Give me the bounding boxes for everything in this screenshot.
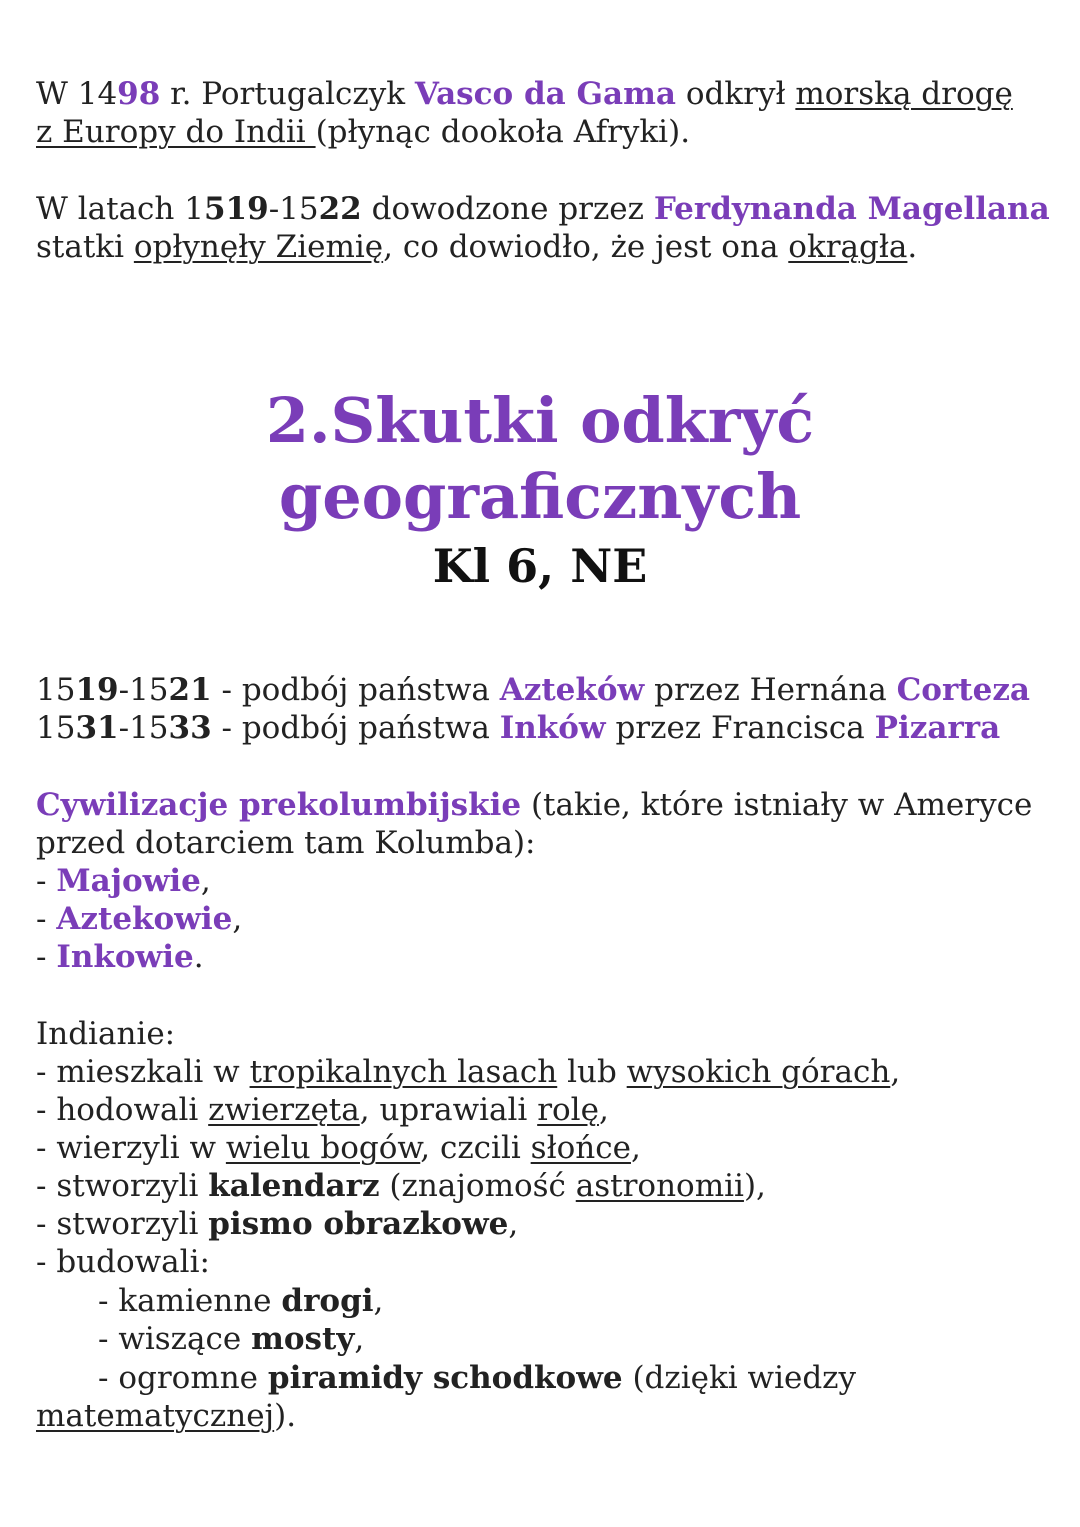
underlined-term: opłynęły Ziemię [133,229,384,265]
underlined-term: wysokich górach [626,1054,891,1090]
text: - kamienne [98,1283,282,1319]
text: . [907,229,918,265]
indians-line-10 [36,1397,296,1435]
punctuation: , [373,1283,384,1319]
text: - stworzyli [36,1168,209,1204]
indians-line-2 [36,1091,609,1129]
term-highlight: Cywilizacje prekolumbijskie [36,787,522,823]
bullet-dash: - [36,901,57,937]
underlined-term: wielu bogów [225,1130,421,1166]
text: W 14 [36,76,118,112]
civilizations-line-1 [36,786,1032,824]
text: - stworzyli [36,1206,209,1242]
indians-line-5 [36,1205,518,1243]
year-bold: 519 [203,191,269,227]
year-bold: 19 [75,672,119,708]
underlined-term: słońce [530,1130,631,1166]
text: (takie, które istniały w Ameryce [521,787,1033,823]
text: przez Francisca [605,710,875,746]
underlined-term: zwierzęta [208,1092,360,1128]
indians-subitem-2 [98,1320,364,1358]
text: - podbój państwa [211,710,500,746]
text: (płynąc dookoła Afryki). [315,114,691,150]
civilizations-line-2: przed dotarciem tam Kolumba): [36,825,536,861]
text: - wiszące [98,1321,252,1357]
underlined-term: rolę [537,1092,599,1128]
indians-header: Indianie: [36,1016,176,1052]
section-title-line-1: 2.Skutki odkryć [265,384,815,457]
bullet-dash: - [36,939,57,975]
list-item [36,938,204,976]
bold-term: pismo obrazkowe [208,1206,509,1242]
civilization-name: Azteków [499,672,645,708]
text: statki [36,229,134,265]
indians-line-4 [36,1167,766,1205]
text: -15 [118,672,169,708]
intro-line-3 [36,190,1050,228]
civilization-name: Inków [499,710,606,746]
section-title-line-2: geograficznych [278,460,802,533]
text: (znajomość [379,1168,576,1204]
text: - hodowali [36,1092,209,1128]
text: - podbój państwa [211,672,500,708]
punctuation: ). [274,1398,297,1434]
text: odkrył [675,76,796,112]
section-subtitle: Kl 6, NE [432,539,648,593]
year-bold: 33 [168,710,212,746]
underlined-term: morską drogę [795,76,1013,112]
indians-line-6: - budowali: [36,1244,210,1280]
text: , czcili [420,1130,531,1166]
text: (dzięki wiedzy [622,1360,857,1396]
year-bold: 21 [168,672,212,708]
conquest-line-2 [36,709,1000,747]
bold-term: mosty [251,1321,355,1357]
punctuation: , [200,863,211,899]
bold-term: piramidy schodkowe [267,1360,623,1396]
punctuation: , [508,1206,519,1242]
text: -15 [118,710,169,746]
indians-subitem-1 [98,1282,383,1320]
underlined-term: tropikalnych lasach [249,1054,558,1090]
list-item [36,900,242,938]
underlined-term: astronomii [575,1168,744,1204]
conquest-line-1 [36,671,1030,709]
punctuation: , [232,901,243,937]
person-name: Corteza [896,672,1031,708]
punctuation: , [354,1321,365,1357]
bold-term: drogi [281,1283,374,1319]
text: 15 [36,710,76,746]
text: W latach 1 [36,191,204,227]
text: lub [557,1054,627,1090]
civilization-name: Aztekowie [56,901,233,937]
punctuation: ), [743,1168,766,1204]
year-highlight: 98 [117,76,161,112]
underlined-term: okrągła [788,229,908,265]
text: -15 [268,191,319,227]
text: r. Portugalczyk [160,76,415,112]
text: - ogromne [98,1360,268,1396]
civilization-name: Majowie [56,863,201,899]
intro-line-1 [36,75,1013,113]
intro-line-2 [36,113,690,151]
intro-line-4 [36,228,917,266]
person-name: Pizarra [874,710,1001,746]
text: , uprawiali [359,1092,538,1128]
year-bold: 22 [318,191,362,227]
underlined-term: matematycznej [36,1398,275,1434]
indians-line-1 [36,1053,900,1091]
year-bold: 31 [75,710,119,746]
bullet-dash: - [36,863,57,899]
text: 15 [36,672,76,708]
indians-line-3 [36,1129,641,1167]
person-name: Ferdynanda Magellana [653,191,1050,227]
indians-subitem-3 [98,1359,856,1397]
text: przez Hernána [644,672,897,708]
list-item [36,862,211,900]
punctuation: , [890,1054,901,1090]
punctuation: . [193,939,204,975]
text: , co dowiodło, że jest ona [383,229,789,265]
punctuation: , [598,1092,609,1128]
bold-term: kalendarz [208,1168,380,1204]
person-name: Vasco da Gama [414,76,676,112]
punctuation: , [630,1130,641,1166]
text: - mieszkali w [36,1054,250,1090]
underlined-term: z Europy do Indii [36,114,316,150]
text: - wierzyli w [36,1130,226,1166]
civilization-name: Inkowie [56,939,194,975]
text: dowodzone przez [361,191,654,227]
